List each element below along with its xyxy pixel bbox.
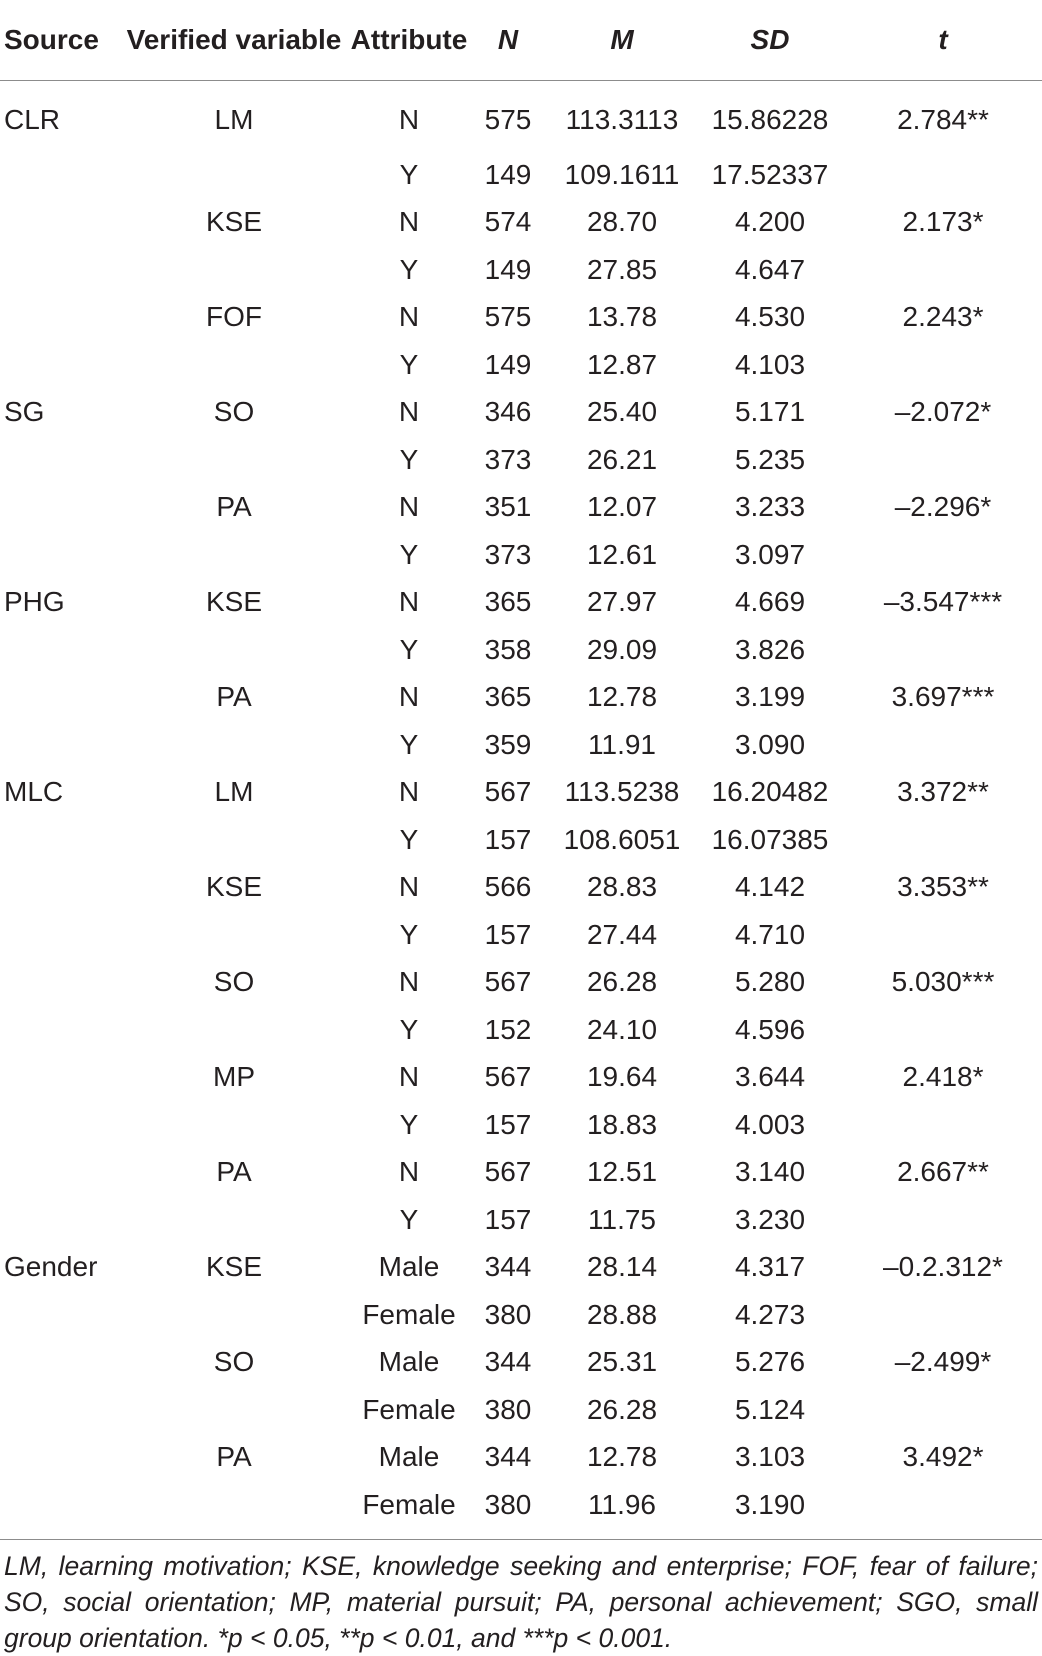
table-row: [0, 1291, 1042, 1339]
cell-attribute: N: [398, 586, 420, 618]
cell-attribute: N: [398, 966, 420, 998]
cell-attribute: N: [398, 776, 420, 808]
cell-source: CLR: [4, 104, 61, 135]
cell-source: [0, 1481, 118, 1529]
cell-t: [844, 341, 1042, 389]
cell-n: 380: [484, 1488, 532, 1520]
cell-attribute: Y: [399, 823, 419, 855]
header-attribute: Attribute: [350, 0, 468, 81]
cell-t: [844, 1196, 1042, 1244]
cell-source: [0, 341, 118, 389]
table-footnote: LM, learning motivation; KSE, knowledge seeking and enterprise; FOF, fear of failure; SO, social orientation; MP, material pursuit; PA, personal achievement; SGO, small group orientation. *p < 0.05, **p < 0.01, and ***p < 0.001.: [4, 1550, 1038, 1653]
cell-source: [0, 1101, 118, 1149]
cell-variable: LM: [214, 104, 254, 135]
cell-attribute: Y: [399, 1108, 419, 1140]
cell-n: 574: [484, 206, 532, 238]
header-m: M: [548, 0, 696, 81]
cell-sd: 4.596: [734, 1013, 806, 1045]
cell-m: 27.44: [586, 918, 658, 950]
cell-sd: 3.140: [734, 1156, 806, 1188]
cell-variable: [118, 1006, 350, 1054]
cell-source: MLC: [4, 776, 64, 808]
cell-sd: 4.317: [734, 1251, 806, 1283]
cell-source: [0, 199, 118, 247]
cell-variable: [118, 1101, 350, 1149]
table-row: [0, 721, 1042, 769]
cell-m: 25.40: [586, 396, 658, 428]
cell-sd: 4.647: [734, 253, 806, 285]
cell-attribute: Y: [399, 538, 419, 570]
cell-sd: 3.826: [734, 633, 806, 665]
table-row: [0, 1006, 1042, 1054]
table-row: [0, 436, 1042, 484]
cell-variable: [118, 1196, 350, 1244]
cell-t: 3.353**: [897, 871, 989, 903]
cell-variable: [118, 246, 350, 294]
cell-attribute: N: [398, 1156, 420, 1188]
cell-source: [0, 151, 118, 199]
cell-sd: 3.199: [734, 681, 806, 713]
cell-attribute: Y: [399, 1203, 419, 1235]
cell-sd: 15.86228: [711, 104, 829, 135]
cell-m: 12.78: [586, 681, 658, 713]
table-row: [0, 341, 1042, 389]
cell-source: [0, 436, 118, 484]
cell-variable: [118, 341, 350, 389]
table-row: [0, 389, 1042, 437]
cell-m: 11.96: [588, 1488, 656, 1520]
cell-m: 109.1611: [564, 158, 680, 190]
cell-sd: 4.200: [734, 206, 806, 238]
cell-source: [0, 816, 118, 864]
cell-t: –2.499*: [894, 1346, 992, 1378]
header-source: Source: [0, 0, 118, 81]
cell-variable: KSE: [205, 1251, 263, 1283]
cell-t: 3.697***: [891, 681, 995, 713]
table-row: [0, 579, 1042, 627]
cell-t: [844, 436, 1042, 484]
table-row: [0, 246, 1042, 294]
table-row: [0, 1339, 1042, 1387]
cell-variable: KSE: [205, 206, 263, 238]
cell-sd: 3.090: [734, 728, 806, 760]
cell-sd: 3.097: [734, 538, 806, 570]
table-row: [0, 1196, 1042, 1244]
cell-variable: MP: [213, 1061, 255, 1093]
cell-variable: [118, 151, 350, 199]
cell-variable: [118, 1481, 350, 1529]
cell-variable: [118, 436, 350, 484]
cell-sd: 5.280: [734, 966, 806, 998]
cell-n: 344: [484, 1346, 532, 1378]
cell-m: 28.70: [586, 206, 658, 238]
cell-attribute: Y: [399, 348, 419, 380]
cell-attribute: N: [398, 206, 420, 238]
cell-sd: 3.230: [734, 1203, 806, 1235]
table-row: [0, 626, 1042, 674]
cell-n: 149: [484, 158, 532, 190]
cell-n: 346: [484, 396, 532, 428]
cell-n: 365: [484, 681, 532, 713]
cell-t: [844, 151, 1042, 199]
cell-sd: 3.644: [734, 1061, 806, 1093]
cell-t: [844, 1386, 1042, 1434]
cell-variable: [118, 721, 350, 769]
cell-m: 12.61: [586, 538, 658, 570]
cell-sd: 4.710: [734, 918, 806, 950]
cell-source: [0, 674, 118, 722]
cell-attribute: Male: [378, 1441, 440, 1473]
cell-t: 2.243*: [902, 301, 984, 333]
cell-variable: [118, 1386, 350, 1434]
cell-source: [0, 1006, 118, 1054]
cell-n: 567: [484, 966, 532, 998]
table-row: [0, 911, 1042, 959]
cell-m: 28.14: [586, 1251, 658, 1283]
cell-n: 567: [484, 1156, 532, 1188]
cell-attribute: Female: [362, 1488, 456, 1520]
cell-variable: KSE: [205, 586, 263, 618]
table-row: [0, 1101, 1042, 1149]
cell-n: 359: [484, 728, 532, 760]
cell-attribute: N: [398, 491, 420, 523]
cell-t: [844, 1006, 1042, 1054]
cell-variable: FOF: [206, 301, 262, 333]
table-row: [0, 294, 1042, 342]
table-row: [0, 531, 1042, 579]
cell-m: 113.5238: [564, 776, 680, 808]
table-row: [0, 674, 1042, 722]
cell-n: 152: [484, 1013, 532, 1045]
cell-n: 566: [484, 871, 532, 903]
header-t: t: [844, 0, 1042, 81]
cell-source: [0, 246, 118, 294]
header-n: N: [468, 0, 548, 81]
cell-t: 5.030***: [891, 966, 995, 998]
cell-t: 2.418*: [902, 1061, 984, 1093]
cell-source: [0, 484, 118, 532]
cell-t: [844, 246, 1042, 294]
table-row: [0, 1434, 1042, 1482]
cell-t: 3.492*: [902, 1441, 984, 1473]
cell-t: [844, 816, 1042, 864]
cell-n: 575: [484, 301, 532, 333]
cell-sd: 4.273: [734, 1298, 806, 1330]
cell-t: [844, 1481, 1042, 1529]
cell-attribute: N: [398, 681, 420, 713]
cell-m: 12.78: [586, 1441, 658, 1473]
cell-n: 157: [484, 823, 532, 855]
cell-attribute: Y: [399, 728, 419, 760]
table-row: [0, 1054, 1042, 1102]
cell-m: 18.83: [586, 1108, 658, 1140]
cell-t: 2.784**: [897, 104, 989, 135]
cell-source: [0, 531, 118, 579]
table-row: [0, 484, 1042, 532]
cell-attribute: Y: [399, 158, 419, 190]
cell-variable: KSE: [205, 871, 263, 903]
cell-variable: [118, 816, 350, 864]
cell-variable: SO: [213, 966, 255, 998]
cell-m: 11.91: [588, 728, 656, 760]
cell-sd: 4.142: [734, 871, 806, 903]
cell-attribute: N: [398, 104, 420, 135]
cell-attribute: N: [398, 396, 420, 428]
cell-sd: 17.52337: [711, 158, 829, 190]
table-row: [0, 864, 1042, 912]
cell-attribute: Y: [399, 918, 419, 950]
cell-m: 29.09: [586, 633, 658, 665]
cell-source: SG: [4, 396, 45, 428]
cell-attribute: N: [398, 871, 420, 903]
cell-m: 11.75: [588, 1203, 656, 1235]
table-row: [0, 1481, 1042, 1529]
cell-attribute: Y: [399, 443, 419, 475]
cell-n: 344: [484, 1251, 532, 1283]
cell-attribute: Female: [362, 1298, 456, 1330]
cell-variable: [118, 531, 350, 579]
cell-source: [0, 864, 118, 912]
cell-n: 344: [484, 1441, 532, 1473]
cell-t: –2.072*: [894, 396, 992, 428]
cell-n: 351: [484, 491, 532, 523]
cell-t: –0.2.312*: [883, 1251, 1003, 1283]
cell-m: 26.28: [586, 966, 658, 998]
cell-sd: 5.235: [734, 443, 806, 475]
table-row: [0, 151, 1042, 199]
table-row: [0, 81, 1042, 152]
cell-t: [844, 626, 1042, 674]
cell-source: [0, 959, 118, 1007]
cell-t: [844, 1291, 1042, 1339]
cell-m: 26.21: [586, 443, 658, 475]
cell-m: 12.87: [586, 348, 658, 380]
cell-source: [0, 911, 118, 959]
cell-source: [0, 1291, 118, 1339]
cell-attribute: Y: [399, 253, 419, 285]
cell-sd: 16.07385: [711, 823, 829, 855]
cell-n: 373: [484, 443, 532, 475]
cell-sd: 5.171: [734, 396, 806, 428]
header-variable: Verified variable: [118, 0, 350, 81]
table-row: [0, 1244, 1042, 1292]
cell-m: 113.3113: [565, 104, 679, 135]
cell-source: [0, 1386, 118, 1434]
cell-sd: 3.233: [734, 491, 806, 523]
cell-n: 365: [484, 586, 532, 618]
cell-sd: 4.103: [734, 348, 806, 380]
table-row: [0, 199, 1042, 247]
cell-m: 12.51: [586, 1156, 658, 1188]
cell-t: [844, 531, 1042, 579]
cell-m: 27.97: [586, 586, 658, 618]
cell-variable: SO: [213, 396, 255, 428]
cell-variable: PA: [216, 491, 252, 523]
cell-t: –2.296*: [894, 491, 992, 523]
cell-n: 157: [484, 1203, 532, 1235]
cell-attribute: Male: [378, 1346, 440, 1378]
cell-source: PHG: [4, 586, 65, 618]
cell-source: [0, 1054, 118, 1102]
cell-source: [0, 721, 118, 769]
cell-n: 358: [484, 633, 532, 665]
cell-m: 28.83: [586, 871, 658, 903]
cell-n: 567: [484, 1061, 532, 1093]
cell-variable: [118, 911, 350, 959]
cell-m: 19.64: [586, 1061, 658, 1093]
cell-n: 380: [484, 1393, 532, 1425]
table-body: [0, 81, 1042, 1529]
cell-sd: 4.530: [734, 301, 806, 333]
cell-source: [0, 294, 118, 342]
header-sd: SD: [696, 0, 844, 81]
cell-sd: 4.669: [734, 586, 806, 618]
header-row: [0, 0, 1042, 81]
cell-source: [0, 1149, 118, 1197]
table-row: [0, 959, 1042, 1007]
cell-attribute: Y: [399, 633, 419, 665]
cell-t: [844, 1101, 1042, 1149]
cell-attribute: N: [398, 301, 420, 333]
cell-m: 12.07: [586, 491, 658, 523]
table-row: [0, 1386, 1042, 1434]
cell-variable: PA: [216, 1156, 252, 1188]
cell-n: 149: [484, 253, 532, 285]
cell-variable: LM: [214, 776, 254, 808]
table-row: [0, 1149, 1042, 1197]
cell-n: 157: [484, 1108, 532, 1140]
cell-variable: [118, 1291, 350, 1339]
cell-m: 13.78: [586, 301, 658, 333]
cell-m: 24.10: [586, 1013, 658, 1045]
cell-m: 108.6051: [563, 823, 681, 855]
table-header: [0, 0, 1042, 81]
cell-n: 567: [484, 776, 532, 808]
cell-m: 27.85: [586, 253, 658, 285]
cell-m: 25.31: [586, 1346, 658, 1378]
cell-attribute: N: [398, 1061, 420, 1093]
cell-t: 3.372**: [897, 776, 989, 808]
cell-sd: 3.103: [734, 1441, 806, 1473]
cell-source: Gender: [4, 1251, 98, 1283]
cell-attribute: Female: [362, 1393, 456, 1425]
table-row: [0, 769, 1042, 817]
cell-m: 26.28: [586, 1393, 658, 1425]
cell-sd: 3.190: [734, 1488, 806, 1520]
table-row: [0, 816, 1042, 864]
cell-m: 28.88: [586, 1298, 658, 1330]
cell-source: [0, 1339, 118, 1387]
cell-source: [0, 1434, 118, 1482]
cell-n: 157: [484, 918, 532, 950]
cell-sd: 16.20482: [711, 776, 829, 808]
cell-variable: PA: [216, 1441, 252, 1473]
cell-n: 380: [484, 1298, 532, 1330]
cell-source: [0, 626, 118, 674]
cell-sd: 4.003: [734, 1108, 806, 1140]
cell-source: [0, 1196, 118, 1244]
cell-attribute: Y: [399, 1013, 419, 1045]
cell-t: [844, 911, 1042, 959]
cell-t: 2.173*: [902, 206, 984, 238]
cell-attribute: Male: [378, 1251, 440, 1283]
cell-n: 373: [484, 538, 532, 570]
cell-n: 575: [484, 104, 532, 135]
cell-variable: SO: [213, 1346, 255, 1378]
cell-t: –3.547***: [883, 586, 1003, 618]
cell-variable: PA: [216, 681, 252, 713]
cell-sd: 5.276: [734, 1346, 806, 1378]
cell-variable: [118, 626, 350, 674]
cell-sd: 5.124: [734, 1393, 806, 1425]
cell-t: 2.667**: [897, 1156, 989, 1188]
cell-t: [844, 721, 1042, 769]
cell-n: 149: [484, 348, 532, 380]
